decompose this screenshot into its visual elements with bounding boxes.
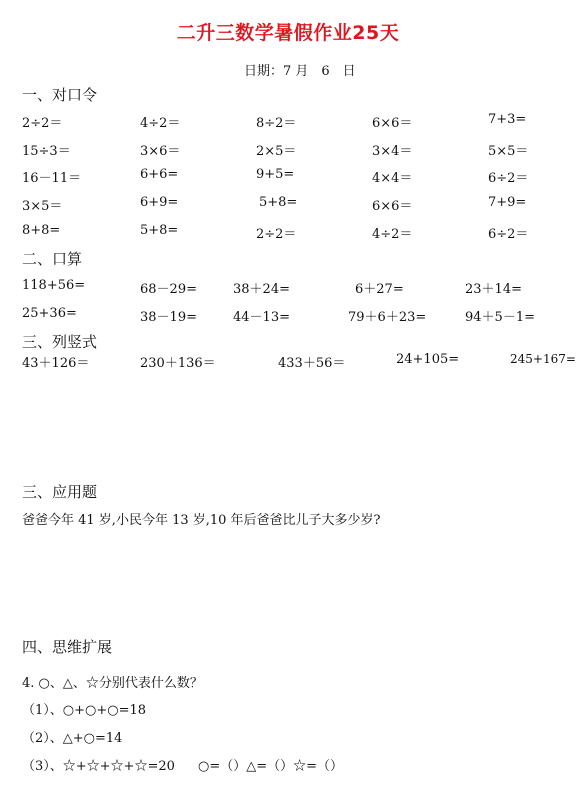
oral-item: 15÷3＝ xyxy=(22,144,71,159)
thinking-line-2: （2）、△+○=14 xyxy=(22,731,123,746)
oral-item: 6+9= xyxy=(140,195,179,210)
mental-item: 23＋14= xyxy=(465,282,522,297)
thinking-line-1: （1）、○+○+○=18 xyxy=(22,703,147,718)
oral-item: 9+5= xyxy=(256,167,295,182)
oral-item: 6×6＝ xyxy=(372,116,413,131)
thinking-question: 4. ○、△、☆分别代表什么数？ xyxy=(22,676,203,691)
vertical-item: 230＋136＝ xyxy=(140,356,216,371)
oral-item: 6÷2＝ xyxy=(488,171,529,186)
section-heading-vertical-calc: 三、列竖式 xyxy=(22,333,98,351)
oral-item: 5+8= xyxy=(259,195,298,210)
page-title: 二升三数学暑假作业25天 xyxy=(176,22,400,44)
mental-item: 6＋27= xyxy=(355,282,404,297)
oral-item: 2÷2＝ xyxy=(256,227,297,242)
mental-item: 44－13= xyxy=(233,310,290,325)
oral-item: 3×4＝ xyxy=(372,144,413,159)
oral-item: 16－11＝ xyxy=(22,171,82,186)
vertical-item: 43＋126＝ xyxy=(22,356,90,371)
oral-item: 3×6＝ xyxy=(140,144,181,159)
oral-item: 6÷2＝ xyxy=(488,227,529,242)
thinking-answers: ○=（）△=（）☆=（） xyxy=(198,759,344,774)
oral-item: 2×5＝ xyxy=(256,144,297,159)
oral-item: 6×6＝ xyxy=(372,199,413,214)
vertical-item: 245+167= xyxy=(510,352,576,366)
oral-item: 4×4＝ xyxy=(372,171,413,186)
date-line: 日期：7 月 6 日 xyxy=(244,64,356,79)
section-heading-word-problem: 三、应用题 xyxy=(22,483,98,501)
mental-item: 68－29= xyxy=(140,282,197,297)
oral-item: 5×5＝ xyxy=(488,144,529,159)
section-heading-oral-commands: 一、对口令 xyxy=(22,86,98,104)
mental-item: 94＋5－1= xyxy=(465,310,535,325)
thinking-line-3: （3）、☆+☆+☆+☆=20 xyxy=(22,759,175,774)
oral-item: 4÷2＝ xyxy=(372,227,413,242)
vertical-item: 24+105= xyxy=(396,352,460,367)
section-heading-mental-math: 二、口算 xyxy=(22,250,83,268)
oral-item: 2÷2＝ xyxy=(22,116,63,131)
oral-item: 6+6= xyxy=(140,167,179,182)
section-heading-thinking: 四、思维扩展 xyxy=(22,638,113,656)
oral-item: 5+8= xyxy=(140,223,179,238)
mental-item: 79＋6＋23= xyxy=(348,310,427,325)
oral-item: 8÷2＝ xyxy=(256,116,297,131)
oral-item: 7+9= xyxy=(488,195,527,210)
mental-item: 25+36= xyxy=(22,306,77,321)
oral-item: 3×5＝ xyxy=(22,199,63,214)
word-problem-text: 爸爸今年 41 岁,小民今年 13 岁,10 年后爸爸比儿子大多少岁? xyxy=(22,513,381,528)
mental-item: 38＋24= xyxy=(233,282,290,297)
mental-item: 38－19= xyxy=(140,310,197,325)
vertical-item: 433＋56＝ xyxy=(278,356,346,371)
mental-item: 118+56= xyxy=(22,278,86,293)
oral-item: 8+8= xyxy=(22,223,61,238)
oral-item: 7+3= xyxy=(488,112,527,127)
oral-item: 4÷2＝ xyxy=(140,116,181,131)
